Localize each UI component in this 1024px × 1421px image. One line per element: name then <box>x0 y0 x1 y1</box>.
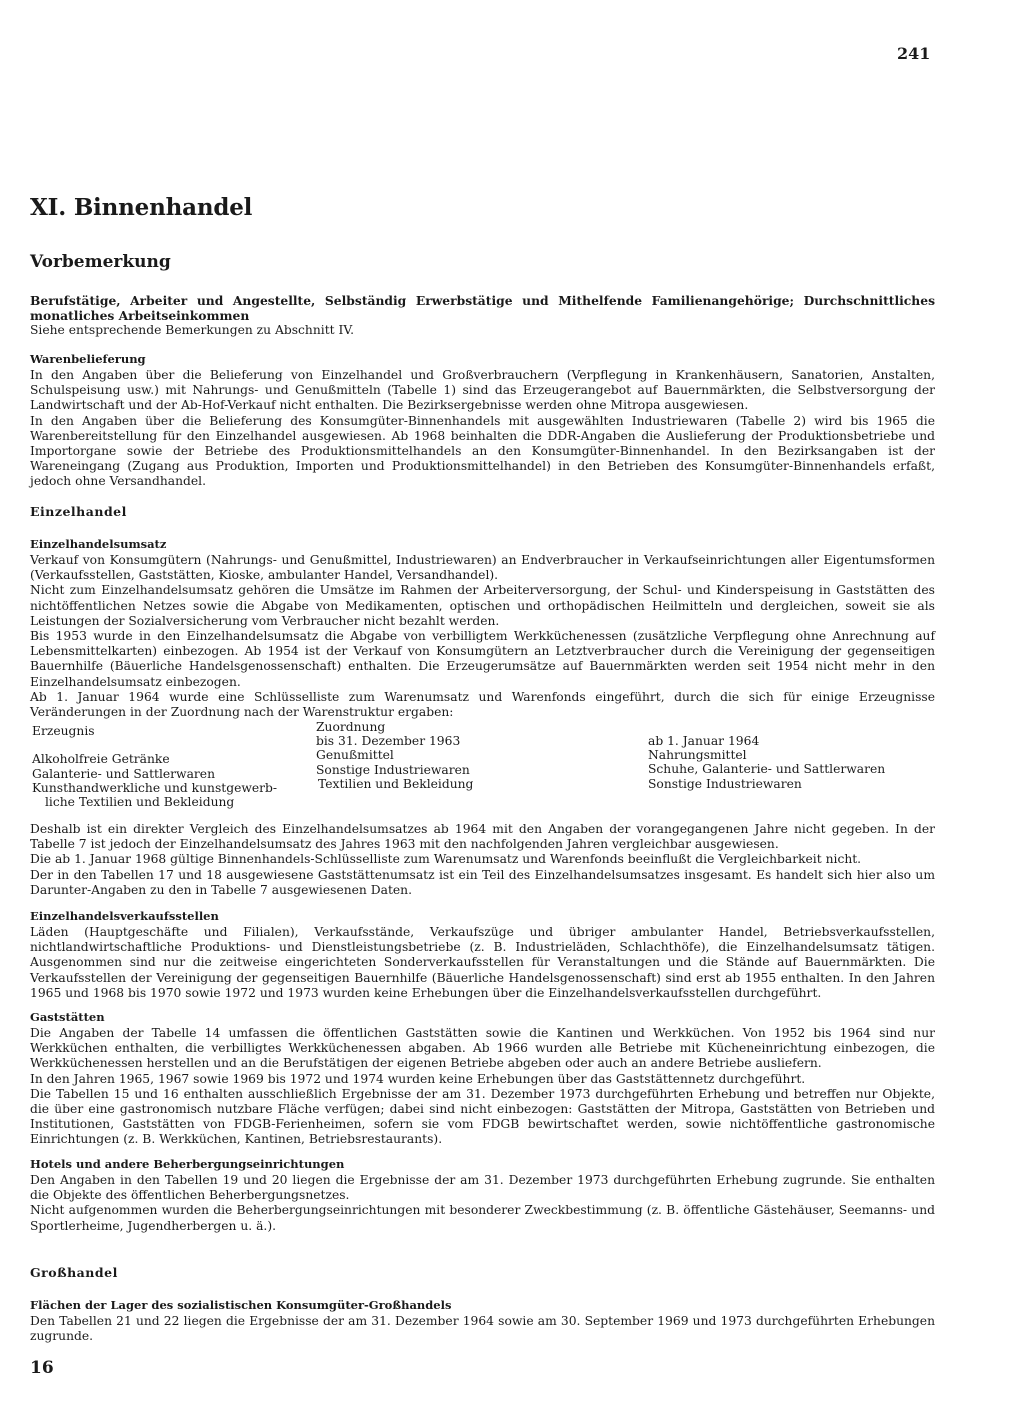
flaechen-text <box>30 1314 935 1344</box>
table-subheader-ab: ab 1. Januar 1964 <box>648 734 760 748</box>
table-header-zuordnung: Zuordnung <box>316 720 386 734</box>
paragraph: Der in den Tabellen 17 und 18 ausgewiesene Gaststättenumsatz ist ein Teil des Einzelhandelsumsatzes insgesamt. Es handelt sich hier also um Darunter-Angaben zu den in Tabelle 7 ausgewiesenen Daten. <box>30 867 935 897</box>
page-number: 241 <box>897 44 931 63</box>
table-cell: liche Textilien und Bekleidung <box>45 794 235 809</box>
paragraph: Deshalb ist ein direkter Vergleich des Einzelhandelsumsatzes ab 1964 mit den Angaben der vorangegangenen Jahre nicht gegeben. In der Tabelle 7 ist jedoch der Einzelhandelsumsatz des Jahres 1963 mit den nachfolgenden Jahren vergleichbar ausgewiesen. <box>30 822 935 852</box>
paragraph: Verkauf von Konsumgütern (Nahrungs- und Genußmittel, Industriewaren) an Endverbraucher in Verkaufseinrichtungen aller Eigentumsformen (Verkaufsstellen, Gaststätten, Kioske, ambulanter Handel, Versandhandel). <box>30 553 935 583</box>
paragraph: Die ab 1. Januar 1968 gültige Binnenhandels-Schlüsselliste zum Warenumsatz und Warenfonds beeinflußt die Vergleichbarkeit nicht. <box>30 852 862 867</box>
heading-einzelhandelsverkaufsstellen: Einzelhandelsverkaufsstellen <box>30 909 219 923</box>
einzelhandelsumsatz-after-text <box>30 822 935 898</box>
table-col-bis <box>316 720 473 791</box>
table-cell: Nahrungsmittel <box>648 748 747 763</box>
table-cell: Schuhe, Galanterie- und Sattlerwaren <box>648 762 886 777</box>
hotels-text <box>30 1173 935 1234</box>
table-cell: Sonstige Industriewaren <box>648 776 802 791</box>
heading-hotels: Hotels und andere Beherbergungseinrichtungen <box>30 1157 345 1171</box>
heading-flaechen: Flächen der Lager des sozialistischen Konsumgüter-Großhandels <box>30 1298 452 1312</box>
paragraph: Nicht aufgenommen wurden die Beherbergungseinrichtungen mit besonderer Zweckbestimmung (z. B. öffentliche Gästehäuser, Seemanns- und Sportlerheime, Jugendherbergen u. ä.). <box>30 1203 935 1233</box>
paragraph: Ab 1. Januar 1964 wurde eine Schlüsselliste zum Warenumsatz und Warenfonds eingeführt, durch die sich für einige Erzeugnisse Veränderungen in der Zuordnung nach der Warenstruktur ergaben: <box>30 689 935 720</box>
paragraph: In den Angaben über die Belieferung des Konsumgüter-Binnenhandels mit ausgewählten Industriewaren (Tabelle 2) wird bis 1965 die Warenbereitstellung für den Einzelhandel ausgewiesen. Ab 1968 beinhalten die DDR-Angaben die Auslieferung der Produktionsbetriebe und Importorgane sowie der Betriebe des Produktionsmittelhandels an den Konsumgüter-Binnenhandel. In den Bezirksangaben ist der Wareneingang (Zugang aus Produktion, Importen und Produktionsmittelhandel) in den Betrieben des Konsumgüter-Binnenhandels erfaßt, jedoch ohne Versandhandel. <box>30 413 935 489</box>
chapter-title: XI. Binnenhandel <box>30 194 253 221</box>
table-cell: Sonstige Industriewaren <box>316 762 470 777</box>
table-cell: Alkoholfreie Getränke <box>32 752 170 767</box>
paragraph: In den Jahren 1965, 1967 sowie 1969 bis 1972 und 1974 wurden keine Erhebungen über das Gaststättennetz durchgeführt. <box>30 1071 806 1086</box>
table-col-erzeugnis <box>32 724 277 809</box>
verkaufsstellen-text <box>30 925 935 1001</box>
heading-warenbelieferung: Warenbelieferung <box>30 352 146 366</box>
zuordnung-table <box>30 720 935 810</box>
table-header-erzeugnis: Erzeugnis <box>32 724 95 738</box>
intro-block <box>30 293 935 339</box>
paragraph: In den Angaben über die Belieferung von Einzelhandel und Großverbrauchern (Verpflegung in Krankenhäusern, Sanatorien, Anstalten, Schulspeisung usw.) mit Nahrungs- und Genußmitteln (Tabelle 1) sind das Erzeugerangebot auf Bauernmärkten, die Selbstversorgung der Landwirtschaft und der Ab-Hof-Verkauf nicht enthalten. Die Bezirksergebnisse werden ohne Mitropa ausgewiesen. <box>30 368 935 413</box>
paragraph: Den Tabellen 21 und 22 liegen die Ergebnisse der am 31. Dezember 1964 sowie am 30. September 1969 und 1973 durchgeführten Erhebungen zugrunde. <box>30 1314 935 1344</box>
warenbelieferung-text <box>30 368 935 490</box>
heading-einzelhandelsumsatz: Einzelhandelsumsatz <box>30 537 167 551</box>
section-heading-vorbemerkung: Vorbemerkung <box>30 252 171 272</box>
intro-bold-text: Berufstätige, Arbeiter und Angestellte, Selbständig Erwerbstätige und Mithelfende Familienangehörige; Durchschnittliches monatliches Arbeitseinkommen <box>30 293 935 324</box>
table-cell: Galanterie- und Sattlerwaren <box>32 766 215 781</box>
paragraph: Läden (Hauptgeschäfte und Filialen), Verkaufsstände, Verkaufszüge und übriger ambulanter Handel, Betriebsverkaufsstellen, nichtlandwirtschaftliche Produktions- und Dienstleistungsbetriebe (z. B. Industrieläden, Schlachthöfe), die Einzelhandelsumsatz tätigen. Ausgenommen sind nur die zeitweise eingerichteten Sonderverkaufsstellen für Veranstaltungen und die Stände auf Bauernmärkten. Die Verkaufsstellen der Vereinigung der gegenseitigen Bauernhilfe (Bäuerliche Handelsgenossenschaft) sind erst ab 1955 enthalten. In den Jahren 1965 und 1968 bis 1970 sowie 1972 und 1973 wurden keine Erhebungen über die Einzelhandelsverkaufsstellen durchgeführt. <box>30 925 935 1000</box>
intro-note: Siehe entsprechende Bemerkungen zu Abschnitt IV. <box>30 323 354 338</box>
table-subheader-bis: bis 31. Dezember 1963 <box>316 734 461 749</box>
heading-gaststaetten: Gaststätten <box>30 1010 105 1024</box>
table-cell: Genußmittel <box>316 748 394 763</box>
paragraph: Den Angaben in den Tabellen 19 und 20 liegen die Ergebnisse der am 31. Dezember 1973 durchgeführten Erhebung zugrunde. Sie enthalten die Objekte des öffentlichen Beherbergungsnetzes. <box>30 1173 935 1203</box>
gaststaetten-text <box>30 1026 935 1148</box>
table-col-ab <box>648 734 885 791</box>
heading-grosshandel: Großhandel <box>30 1265 118 1280</box>
table-cell: Textilien und Bekleidung <box>318 776 474 791</box>
paragraph: Die Angaben der Tabelle 14 umfassen die öffentlichen Gaststätten sowie die Kantinen und Werkküchen. Von 1952 bis 1964 sind nur Werkküchen enthalten, die verbilligtes Werkküchenessen abgaben. Ab 1966 wurden alle Betriebe mit Kücheneinrichtung einbezogen, die Werkküchenessen herstellen und an die Berufstätigen der eigenen Betriebe abgeben oder auch an andere Betriebe ausliefern. <box>30 1026 935 1071</box>
table-cell: Kunsthandwerkliche und kunstgewerb- <box>32 780 278 795</box>
paragraph: Die Tabellen 15 und 16 enthalten ausschließlich Ergebnisse der am 31. Dezember 1973 durchgeführten Erhebung und betreffen nur Objekte, die über eine gastronomisch nutzbare Fläche verfügen; dabei sind nicht einbezogen: Gaststätten der Mitropa, Gaststätten von Betrieben und Institutionen, Gaststätten von FDGB-Ferienheimen, sofern sie vom FDGB bewirtschaftet werden, sowie nichtöffentliche gastronomische Einrichtungen (z. B. Werkküchen, Kantinen, Betriebsrestaurants). <box>30 1086 935 1147</box>
einzelhandelsumsatz-text <box>30 553 935 720</box>
sheet-number: 16 <box>30 1358 54 1378</box>
paragraph: Nicht zum Einzelhandelsumsatz gehören die Umsätze im Rahmen der Arbeiterversorgung, der Schul- und Kinderspeisung in Gaststätten des nichtöffentlichen Netzes sowie die Abgabe von Medikamenten, optischen und orthopädischen Heilmitteln und dergleichen, soweit sie als Leistungen der Sozialversicherung vom Verbraucher nicht bezahlt werden. <box>30 583 935 628</box>
heading-einzelhandel: Einzelhandel <box>30 504 127 519</box>
paragraph: Bis 1953 wurde in den Einzelhandelsumsatz die Abgabe von verbilligtem Werkküchenessen (zusätzliche Verpflegung ohne Anrechnung auf Lebensmittelkarten) einbezogen. Ab 1954 ist der Verkauf von Konsumgütern an Letztverbraucher durch die Vereinigung der gegenseitigen Bauernhilfe (Bäuerliche Handelsgenossenschaft) enthalten. Die Erzeugerumsätze auf Bauernmärkten werden seit 1954 nicht mehr in den Einzelhandelsumsatz einbezogen. <box>30 629 935 689</box>
